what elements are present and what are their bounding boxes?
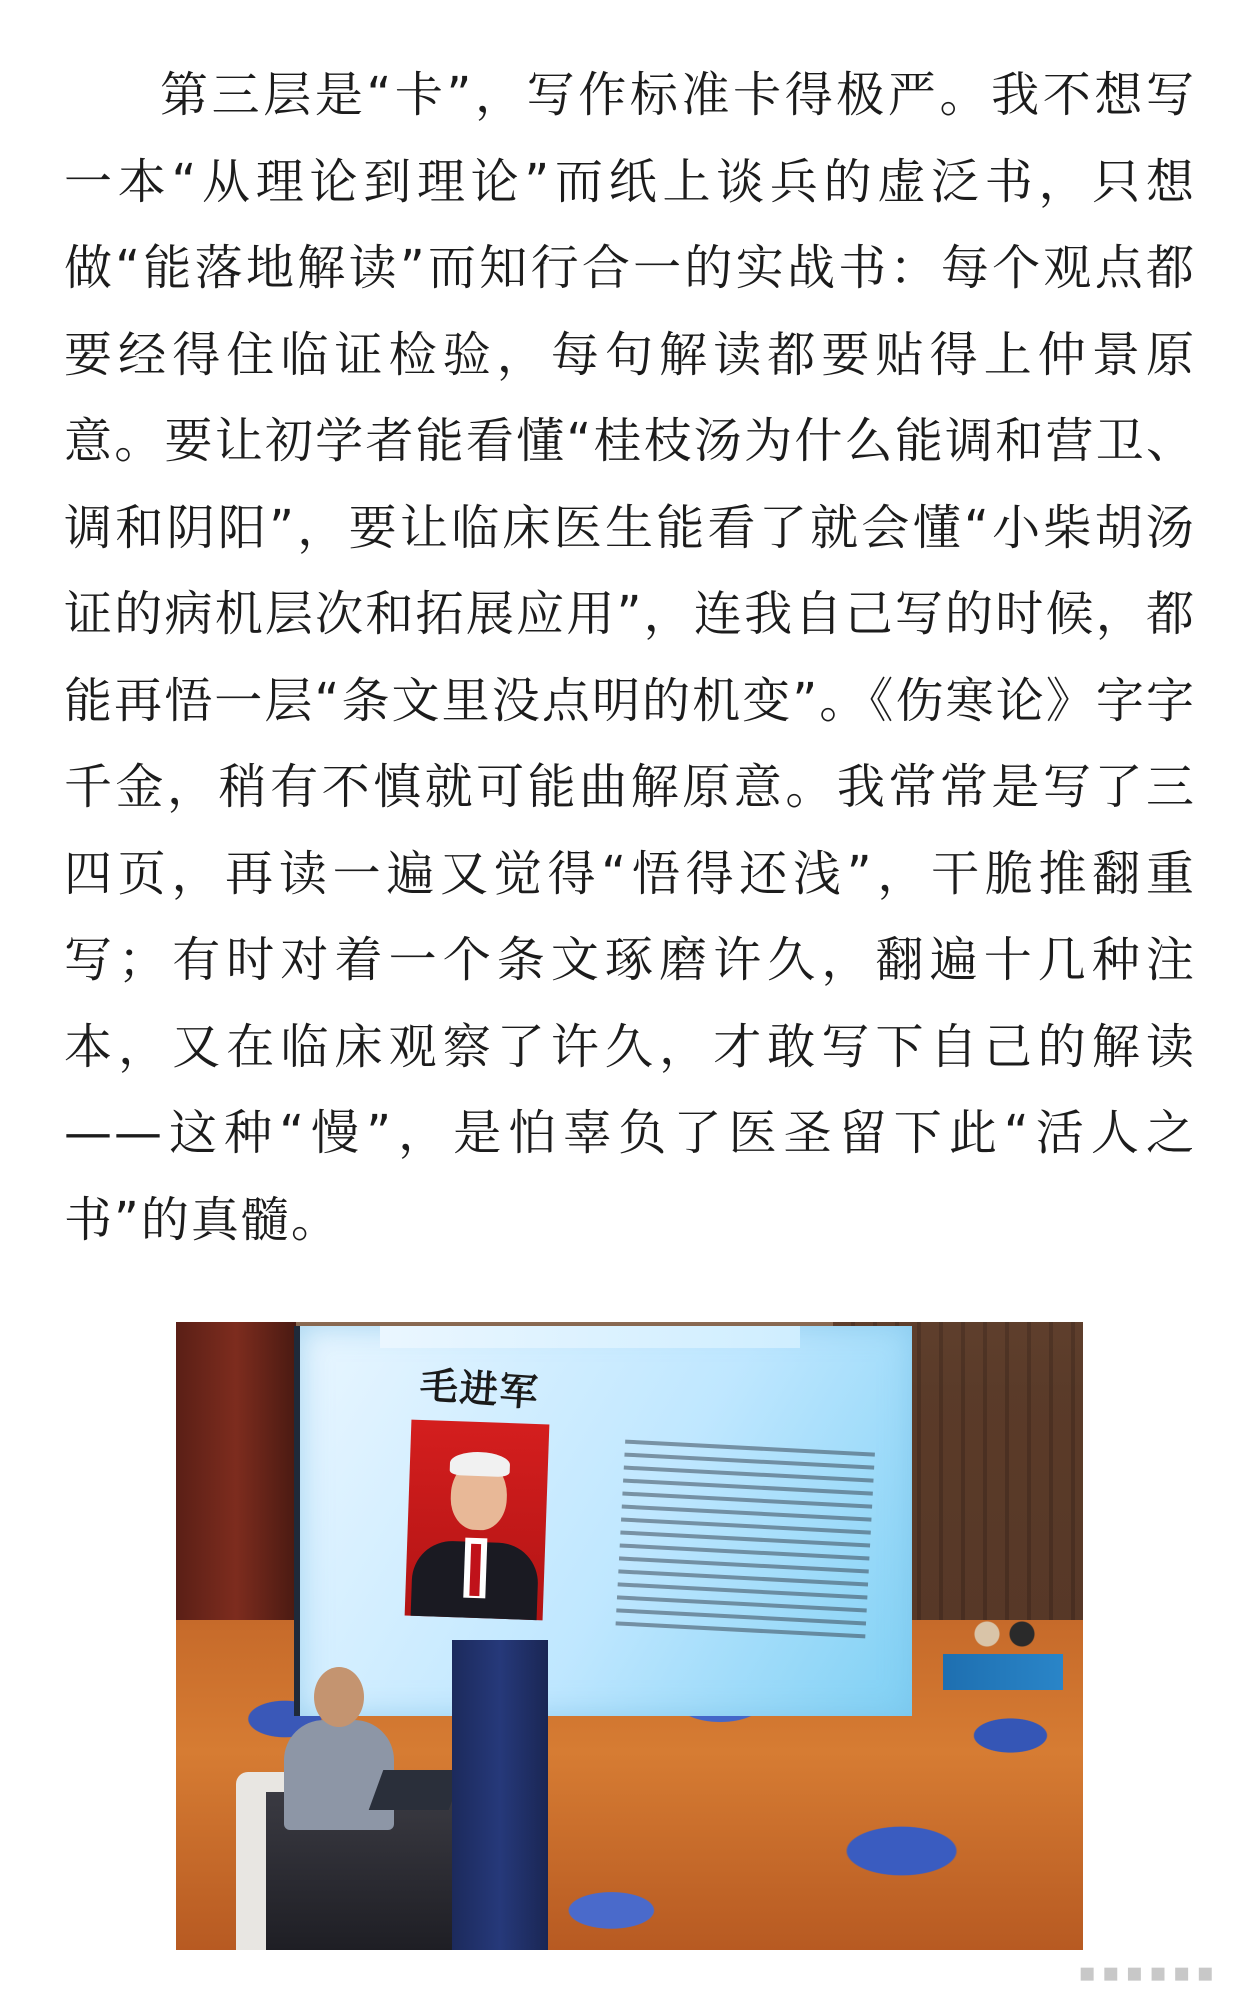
portrait-tie	[469, 1544, 481, 1596]
speaker-bio-text	[615, 1440, 875, 1648]
bio-line	[616, 1621, 866, 1638]
back-table	[943, 1654, 1063, 1690]
presenter-head	[314, 1667, 364, 1727]
article-paragraph: 第三层是“卡”，写作标准卡得极严。我不想写一本“从理论到理论”而纸上谈兵的虚泛书，只想做“能落地解读”而知行合一的实战书：每个观点都要经得住临证检验，每句解读都要贴得上仲景原意。要让初学者能看懂“桂枝汤为什么能调和营卫、调和阴阳”，要让临床医生能看了就会懂“小柴胡汤证的病机层次和拓展应用”，连我自己写的时候，都能再悟一层“条文里没点明的机变”。《伤寒论》字字千金，稍有不慎就可能曲解原意。我常常是写了三四页，再读一遍又觉得“悟得还浅”，干脆推翻重写；有时对着一个条文琢磨许久，翻遍十几种注本，又在临床观察了许久，才敢写下自己的解读——这种“慢”，是怕辜负了医圣留下此“活人之书”的真髓。	[64, 67, 1196, 1248]
speaker-name: 毛进军	[418, 1362, 542, 1416]
presenter-body	[284, 1720, 394, 1830]
watermark: ▪▪▪▪▪▪	[1078, 1958, 1220, 1988]
speaker-portrait	[405, 1420, 550, 1621]
conference-photo	[176, 1322, 1083, 1950]
projection-screen	[294, 1326, 912, 1716]
lectern	[452, 1640, 548, 1950]
screen-banner	[380, 1326, 800, 1348]
back-table-people	[973, 1618, 1043, 1658]
portrait-hair	[450, 1451, 511, 1477]
laptop	[369, 1770, 464, 1810]
